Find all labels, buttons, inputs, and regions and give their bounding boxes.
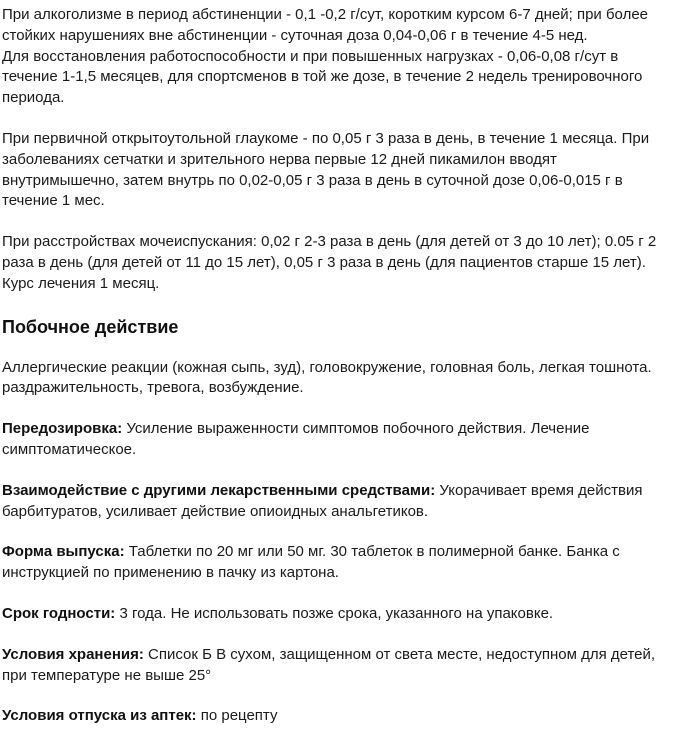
side-effects-paragraph: Аллергические реакции (кожная сыпь, зуд), головокружение, головная боль, легкая тошнота. раздражительность, тревога, возбуждение.: [2, 358, 652, 397]
shelf-life-label: Срок годности:: [2, 604, 116, 622]
dispensing-text: по рецепту: [196, 707, 278, 725]
dispensing-label: Условия отпуска из аптек:: [2, 707, 197, 725]
dosage-urination-paragraph: При расстройствах мочеиспускания: 0,02 г 2-3 раза в день (для детей от 3 до 10 лет); 0.05 г 2 раза в день (для детей от 11 до 15 лет), 0,05 г 3 раза в день (для пациентов старше 15 лет). Курс лечения 1 месяц.: [2, 233, 657, 292]
overdose-section: [2, 419, 674, 461]
dispensing-section: [2, 706, 674, 727]
shelf-life-section: [2, 604, 674, 625]
shelf-life-text: 3 года. Не использовать позже срока, указанного на упаковке.: [115, 604, 554, 622]
dosage-glaucoma-paragraph: При первичной открытоутольной глаукоме - по 0,05 г 3 раза в день, в течение 1 месяца. При заболеваниях сетчатки и зрительного нерва первые 12 дней пикамилон вводят внутримышечно, затем внутрь по 0,02-0,05 г 3 раза в день в суточной дозе 0,06-0,015 г в течение 1 мес.: [2, 129, 650, 210]
interactions-label: Взаимодействие с другими лекарственными средствами:: [2, 481, 436, 499]
side-effects-heading: Побочное действие: [2, 316, 179, 337]
storage-section: [2, 645, 674, 687]
overdose-label: Передозировка:: [2, 420, 123, 438]
release-form-section: [2, 542, 674, 584]
interactions-section: [2, 481, 674, 523]
overdose-text: Усиление выраженности симптомов побочного действия. Лечение симптоматическое.: [2, 420, 590, 458]
dosage-alcoholism-paragraph: [2, 5, 674, 109]
storage-text: Список Б В сухом, защищенном от света месте, недоступном для детей, при температуре не выше 25°: [2, 645, 656, 684]
dosage-recovery-text: Для восстановления работоспособности и при повышенных нагрузках - 0,06-0,08 г/сут в течение 1-1,5 месяцев, для спортсменов в той же дозе, в течение 2 недель тренировочного периода.: [2, 47, 643, 107]
dosage-alcoholism-text: При алкоголизме в период абстиненции - 0,1 -0,2 г/сут, коротким курсом 6-7 дней; при более стойких нарушениях вне абстиненции - суточная доза 0,04-0,06 г в течение 4-5 нед.: [2, 6, 649, 44]
release-form-label: Форма выпуска:: [2, 543, 125, 561]
interactions-text: Укорачивает время действия барбитуратов, усиливает действие опиоидных анальгетиков.: [2, 481, 643, 520]
storage-label: Условия хранения:: [2, 645, 144, 663]
release-form-text: Таблетки по 20 мг или 50 мг. 30 таблеток в полимерной банке. Банка с инструкцией по применению в пачку из картона.: [2, 543, 620, 582]
